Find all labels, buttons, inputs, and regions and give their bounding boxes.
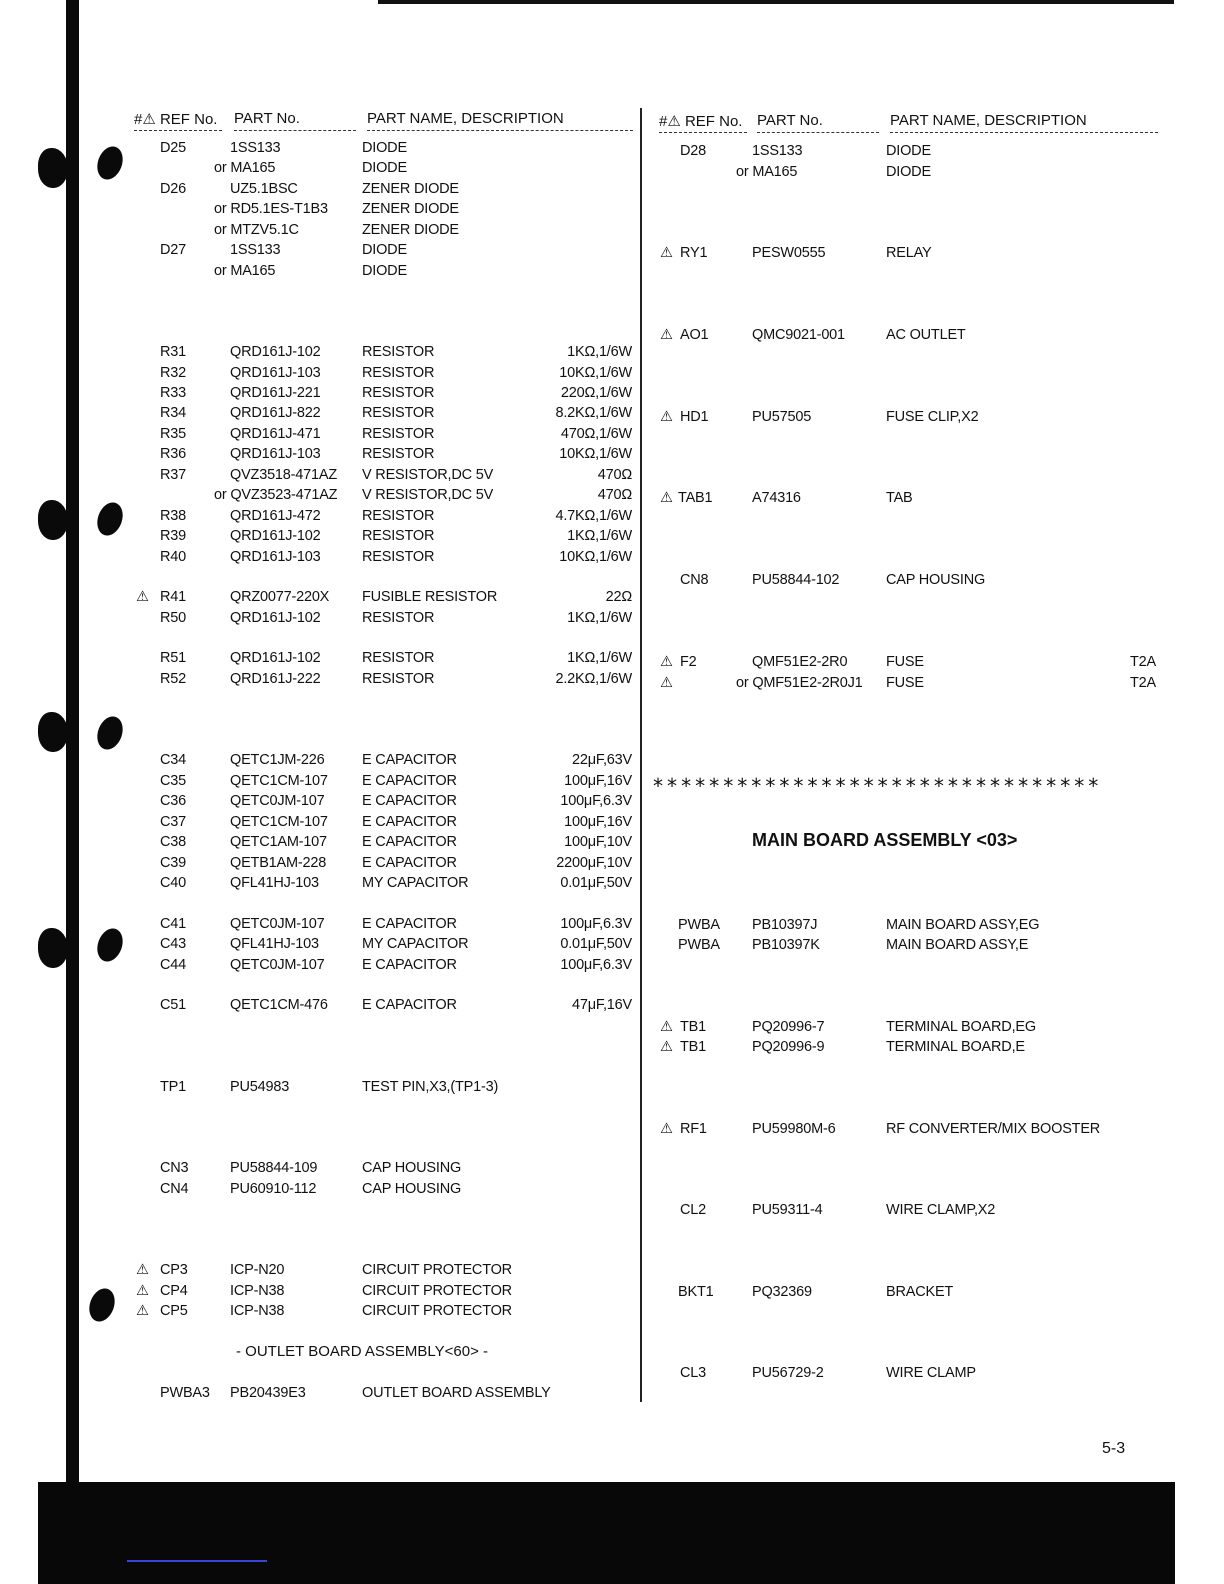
ref-no: PWBA (678, 917, 720, 933)
ref-no: RY1 (680, 245, 708, 261)
part-description: FUSE CLIP,X2 (886, 409, 979, 425)
part-no: or MTZV5.1C (214, 222, 299, 238)
header-ref-no: #⚠ REF No. (659, 113, 743, 130)
part-no: or MA165 (214, 160, 276, 176)
part-no: PU54983 (230, 1079, 290, 1095)
part-value: 470Ω (597, 467, 632, 483)
ref-no: R41 (160, 589, 186, 605)
table-row (0, 528, 1224, 548)
ref-no: C35 (160, 773, 186, 789)
right-table-header (655, 112, 1170, 134)
part-no: QETC1CM-107 (230, 814, 328, 830)
part-no: PU58844-102 (752, 572, 840, 588)
header-part-no: PART No. (757, 112, 823, 129)
part-no: PU56729-2 (752, 1365, 824, 1381)
table-row (0, 1121, 1224, 1141)
part-no: or QMF51E2-2R0J1 (736, 675, 863, 691)
part-description: E CAPACITOR (362, 997, 457, 1013)
ref-no: TB1 (680, 1039, 706, 1055)
part-no: QETC1CM-476 (230, 997, 328, 1013)
ref-no: PWBA3 (160, 1385, 210, 1401)
table-row (0, 490, 1224, 510)
table-row (0, 917, 1224, 937)
punch-mark (93, 713, 127, 753)
part-no: QETC1JM-226 (230, 752, 325, 768)
table-row (0, 181, 1224, 201)
part-value: T2A (1130, 675, 1156, 691)
ref-no: CP3 (160, 1262, 188, 1278)
part-no: QRD161J-222 (230, 671, 321, 687)
part-no: QETC0JM-107 (230, 793, 325, 809)
part-description: DIODE (362, 160, 407, 176)
warning-icon: ⚠ (660, 327, 673, 343)
table-row (0, 1160, 1224, 1180)
part-no: QRD161J-472 (230, 508, 321, 524)
table-row (0, 1284, 1224, 1304)
part-value: 470Ω (597, 487, 632, 503)
part-description: DIODE (362, 263, 407, 279)
punch-hole (38, 712, 68, 752)
part-description: RESISTOR (362, 426, 435, 442)
part-description: MY CAPACITOR (362, 875, 469, 891)
part-description: CIRCUIT PROTECTOR (362, 1303, 512, 1319)
header-part-name: PART NAME, DESCRIPTION (367, 110, 564, 127)
part-description: RESISTOR (362, 610, 435, 626)
part-description: CIRCUIT PROTECTOR (362, 1262, 512, 1278)
part-no: 1SS133 (230, 242, 281, 258)
part-no: PQ32369 (752, 1284, 812, 1300)
left-column (130, 110, 640, 132)
table-row (0, 508, 1224, 528)
part-description: DIODE (362, 242, 407, 258)
part-description: RESISTOR (362, 385, 435, 401)
warning-icon: ⚠ (660, 654, 673, 670)
table-row (0, 1365, 1224, 1385)
ref-no: C40 (160, 875, 186, 891)
part-no: PB10397J (752, 917, 818, 933)
part-description: CAP HOUSING (362, 1181, 462, 1197)
ref-no: BKT1 (678, 1284, 714, 1300)
part-no: PESW0555 (752, 245, 826, 261)
ref-no: C37 (160, 814, 186, 830)
part-no: ICP-N20 (230, 1262, 285, 1278)
part-value: T2A (1130, 654, 1156, 670)
part-no: 1SS133 (752, 143, 803, 159)
part-no: or MA165 (736, 164, 798, 180)
ref-no: PWBA (678, 937, 720, 953)
part-no: QRD161J-103 (230, 446, 321, 462)
ref-no: R39 (160, 528, 186, 544)
table-row (0, 327, 1224, 347)
ref-no: HD1 (680, 409, 709, 425)
part-no: A74316 (752, 490, 801, 506)
part-description: RESISTOR (362, 528, 435, 544)
part-description: FUSIBLE RESISTOR (362, 589, 498, 605)
table-row (0, 1079, 1224, 1099)
part-value: 2.2KΩ,1/6W (555, 671, 632, 687)
part-no: QFL41HJ-103 (230, 875, 319, 891)
part-description: E CAPACITOR (362, 916, 457, 932)
part-description: RESISTOR (362, 671, 435, 687)
part-value: 4.7KΩ,1/6W (555, 508, 632, 524)
ref-no: R51 (160, 650, 186, 666)
table-row (0, 1385, 1224, 1405)
ref-no: CN8 (680, 572, 709, 588)
left-table-header (130, 110, 640, 132)
ref-no: F2 (680, 654, 697, 670)
part-no: QRD161J-102 (230, 344, 321, 360)
table-row (0, 675, 1224, 695)
part-value: 2200μF,10V (556, 855, 632, 871)
part-description: RESISTOR (362, 344, 435, 360)
ref-no: R33 (160, 385, 186, 401)
part-description: TERMINAL BOARD,E (886, 1039, 1025, 1055)
part-value: 100μF,10V (564, 834, 632, 850)
part-description: BRACKET (886, 1284, 954, 1300)
part-description: WIRE CLAMP (886, 1365, 976, 1381)
ref-no: R50 (160, 610, 186, 626)
bottom-scan-band (38, 1482, 1175, 1584)
ref-no: D27 (160, 242, 186, 258)
outlet-section-title: - OUTLET BOARD ASSEMBLY<60> - (236, 1343, 489, 1360)
part-no: QRD161J-102 (230, 528, 321, 544)
header-part-name: PART NAME, DESCRIPTION (890, 112, 1087, 129)
part-description: V RESISTOR,DC 5V (362, 467, 494, 483)
part-no: PU59980M-6 (752, 1121, 836, 1137)
ref-no: C36 (160, 793, 186, 809)
part-no: QRD161J-103 (230, 365, 321, 381)
part-value: 22Ω (605, 589, 632, 605)
table-row (0, 426, 1224, 446)
part-value: 10KΩ,1/6W (559, 549, 632, 565)
ref-no: R36 (160, 446, 186, 462)
part-description: E CAPACITOR (362, 957, 457, 973)
table-row (0, 589, 1224, 609)
part-no: QVZ3518-471AZ (230, 467, 338, 483)
part-no: PU59311-4 (752, 1202, 823, 1218)
part-value: 100μF,6.3V (560, 916, 632, 932)
part-description: CAP HOUSING (886, 572, 986, 588)
part-no: QRD161J-103 (230, 549, 321, 565)
part-description: ZENER DIODE (362, 222, 459, 238)
part-description: RESISTOR (362, 549, 435, 565)
part-description: CAP HOUSING (362, 1160, 462, 1176)
part-description: E CAPACITOR (362, 855, 457, 871)
table-row (0, 855, 1224, 875)
ref-no: RF1 (680, 1121, 707, 1137)
part-value: 22μF,63V (572, 752, 632, 768)
ref-no: C41 (160, 916, 186, 932)
part-no: PQ20996-7 (752, 1019, 825, 1035)
ref-no: R34 (160, 405, 186, 421)
part-no: UZ5.1BSC (230, 181, 298, 197)
table-row (0, 1202, 1224, 1222)
part-description: E CAPACITOR (362, 752, 457, 768)
part-no: or RD5.1ES-T1B3 (214, 201, 328, 217)
part-description: RESISTOR (362, 405, 435, 421)
ref-no: R38 (160, 508, 186, 524)
table-row (0, 201, 1224, 221)
ref-no: CP4 (160, 1283, 188, 1299)
part-description: RESISTOR (362, 650, 435, 666)
page-number: 5-3 (1102, 1440, 1126, 1457)
part-no: QETC1CM-107 (230, 773, 328, 789)
table-row (0, 752, 1224, 772)
part-no: PU57505 (752, 409, 812, 425)
table-row (0, 572, 1224, 592)
part-description: RELAY (886, 245, 932, 261)
warning-icon: ⚠ (136, 1303, 149, 1319)
ref-no: R35 (160, 426, 186, 442)
table-row (0, 1039, 1224, 1059)
table-row (0, 446, 1224, 466)
part-value: 8.2KΩ,1/6W (555, 405, 632, 421)
part-value: 1KΩ,1/6W (567, 344, 632, 360)
part-description: RESISTOR (362, 365, 435, 381)
table-row (0, 385, 1224, 405)
ref-no: C34 (160, 752, 186, 768)
ref-no: CL2 (680, 1202, 706, 1218)
table-row (0, 409, 1224, 429)
part-no: QFL41HJ-103 (230, 936, 319, 952)
part-description: DIODE (362, 140, 407, 156)
right-column (655, 112, 1170, 134)
top-rule (378, 0, 1174, 4)
part-no: QETC1AM-107 (230, 834, 327, 850)
ref-no: R31 (160, 344, 186, 360)
warning-icon: ⚠ (660, 490, 673, 506)
part-value: 100μF,6.3V (560, 957, 632, 973)
ref-no: TB1 (680, 1019, 706, 1035)
ref-no: TP1 (160, 1079, 186, 1095)
part-description: E CAPACITOR (362, 773, 457, 789)
table-row (0, 997, 1224, 1017)
part-description: RESISTOR (362, 508, 435, 524)
ref-no: R52 (160, 671, 186, 687)
part-no: QRD161J-102 (230, 610, 321, 626)
table-row (0, 143, 1224, 163)
table-row (0, 1181, 1224, 1201)
table-row (0, 365, 1224, 385)
table-row (0, 164, 1224, 184)
table-row (0, 1019, 1224, 1039)
ref-no: R37 (160, 467, 186, 483)
part-value: 47μF,16V (572, 997, 632, 1013)
table-row (0, 467, 1224, 487)
part-description: E CAPACITOR (362, 793, 457, 809)
table-row (0, 957, 1224, 977)
ref-no: D25 (160, 140, 186, 156)
ref-no: R32 (160, 365, 186, 381)
table-row (0, 610, 1224, 630)
part-value: 10KΩ,1/6W (559, 365, 632, 381)
part-value: 0.01μF,50V (560, 936, 632, 952)
part-value: 1KΩ,1/6W (567, 528, 632, 544)
ref-no: CN3 (160, 1160, 189, 1176)
part-value: 1KΩ,1/6W (567, 610, 632, 626)
part-value: 100μF,16V (564, 814, 632, 830)
part-no: or MA165 (214, 263, 276, 279)
part-no: PU60910-112 (230, 1181, 317, 1197)
part-no: ICP-N38 (230, 1303, 285, 1319)
blue-rule (127, 1560, 267, 1562)
warning-icon: ⚠ (660, 409, 673, 425)
main-board-title: MAIN BOARD ASSEMBLY <03> (752, 830, 1018, 850)
part-description: RF CONVERTER/MIX BOOSTER (886, 1121, 1101, 1137)
ref-no: TAB1 (678, 490, 713, 506)
part-description: V RESISTOR,DC 5V (362, 487, 494, 503)
part-value: 0.01μF,50V (560, 875, 632, 891)
ref-no: C43 (160, 936, 186, 952)
ref-no: C38 (160, 834, 186, 850)
warning-icon: ⚠ (136, 1262, 149, 1278)
table-row (0, 245, 1224, 265)
ref-no: D26 (160, 181, 186, 197)
separator-stars: ******************************** (652, 774, 1102, 798)
ref-no: R40 (160, 549, 186, 565)
ref-no: D28 (680, 143, 706, 159)
part-value: 470Ω,1/6W (560, 426, 632, 442)
ref-no: AO1 (680, 327, 709, 343)
table-row (0, 1303, 1224, 1323)
table-row (0, 937, 1224, 957)
ref-no: C51 (160, 997, 186, 1013)
table-row (0, 834, 1224, 854)
part-description: ZENER DIODE (362, 181, 459, 197)
part-description: OUTLET BOARD ASSEMBLY (362, 1385, 551, 1401)
part-description: TERMINAL BOARD,EG (886, 1019, 1036, 1035)
part-description: TEST PIN,X3,(TP1-3) (362, 1079, 499, 1095)
part-value: 1KΩ,1/6W (567, 650, 632, 666)
part-description: AC OUTLET (886, 327, 966, 343)
header-part-no: PART No. (234, 110, 300, 127)
warning-icon: ⚠ (660, 1019, 673, 1035)
table-row (0, 263, 1224, 283)
part-no: QMF51E2-2R0 (752, 654, 848, 670)
part-no: ICP-N38 (230, 1283, 285, 1299)
table-row (0, 549, 1224, 569)
part-description: RESISTOR (362, 446, 435, 462)
table-row (0, 344, 1224, 364)
part-value: 220Ω,1/6W (560, 385, 632, 401)
part-no: QETC0JM-107 (230, 916, 325, 932)
part-no: PB20439E3 (230, 1385, 306, 1401)
ref-no: C39 (160, 855, 186, 871)
table-row (0, 1262, 1224, 1282)
part-description: TAB (886, 490, 913, 506)
part-no: or QVZ3523-471AZ (214, 487, 338, 503)
warning-icon: ⚠ (660, 1121, 673, 1137)
part-no: QRD161J-471 (230, 426, 321, 442)
warning-icon: ⚠ (660, 245, 673, 261)
warning-icon: ⚠ (660, 1039, 673, 1055)
part-no: PQ20996-9 (752, 1039, 825, 1055)
part-no: QETC0JM-107 (230, 957, 325, 973)
part-description: WIRE CLAMP,X2 (886, 1202, 996, 1218)
part-description: DIODE (886, 164, 931, 180)
part-description: MY CAPACITOR (362, 936, 469, 952)
part-description: MAIN BOARD ASSY,E (886, 937, 1029, 953)
part-description: MAIN BOARD ASSY,EG (886, 917, 1040, 933)
part-no: QRZ0077-220X (230, 589, 330, 605)
part-description: E CAPACITOR (362, 814, 457, 830)
part-description: FUSE (886, 654, 924, 670)
ref-no: CL3 (680, 1365, 706, 1381)
warning-icon: ⚠ (660, 675, 673, 691)
table-row (0, 654, 1224, 674)
part-description: FUSE (886, 675, 924, 691)
part-no: QRD161J-221 (230, 385, 321, 401)
part-value: 100μF,16V (564, 773, 632, 789)
part-description: DIODE (886, 143, 931, 159)
part-no: PU58844-109 (230, 1160, 318, 1176)
header-ref-no: #⚠ REF No. (134, 111, 218, 128)
part-value: 10KΩ,1/6W (559, 446, 632, 462)
table-row (0, 875, 1224, 895)
ref-no: CP5 (160, 1303, 188, 1319)
part-no: PB10397K (752, 937, 820, 953)
part-description: CIRCUIT PROTECTOR (362, 1283, 512, 1299)
ref-no: CN4 (160, 1181, 189, 1197)
part-description: ZENER DIODE (362, 201, 459, 217)
part-no: QRD161J-102 (230, 650, 321, 666)
part-value: 100μF,6.3V (560, 793, 632, 809)
warning-icon: ⚠ (136, 1283, 149, 1299)
part-no: QRD161J-822 (230, 405, 321, 421)
table-row (0, 222, 1224, 242)
ref-no: C44 (160, 957, 186, 973)
part-no: QETB1AM-228 (230, 855, 327, 871)
part-description: E CAPACITOR (362, 834, 457, 850)
table-row (0, 814, 1224, 834)
part-no: 1SS133 (230, 140, 281, 156)
warning-icon: ⚠ (136, 589, 149, 605)
part-no: QMC9021-001 (752, 327, 845, 343)
